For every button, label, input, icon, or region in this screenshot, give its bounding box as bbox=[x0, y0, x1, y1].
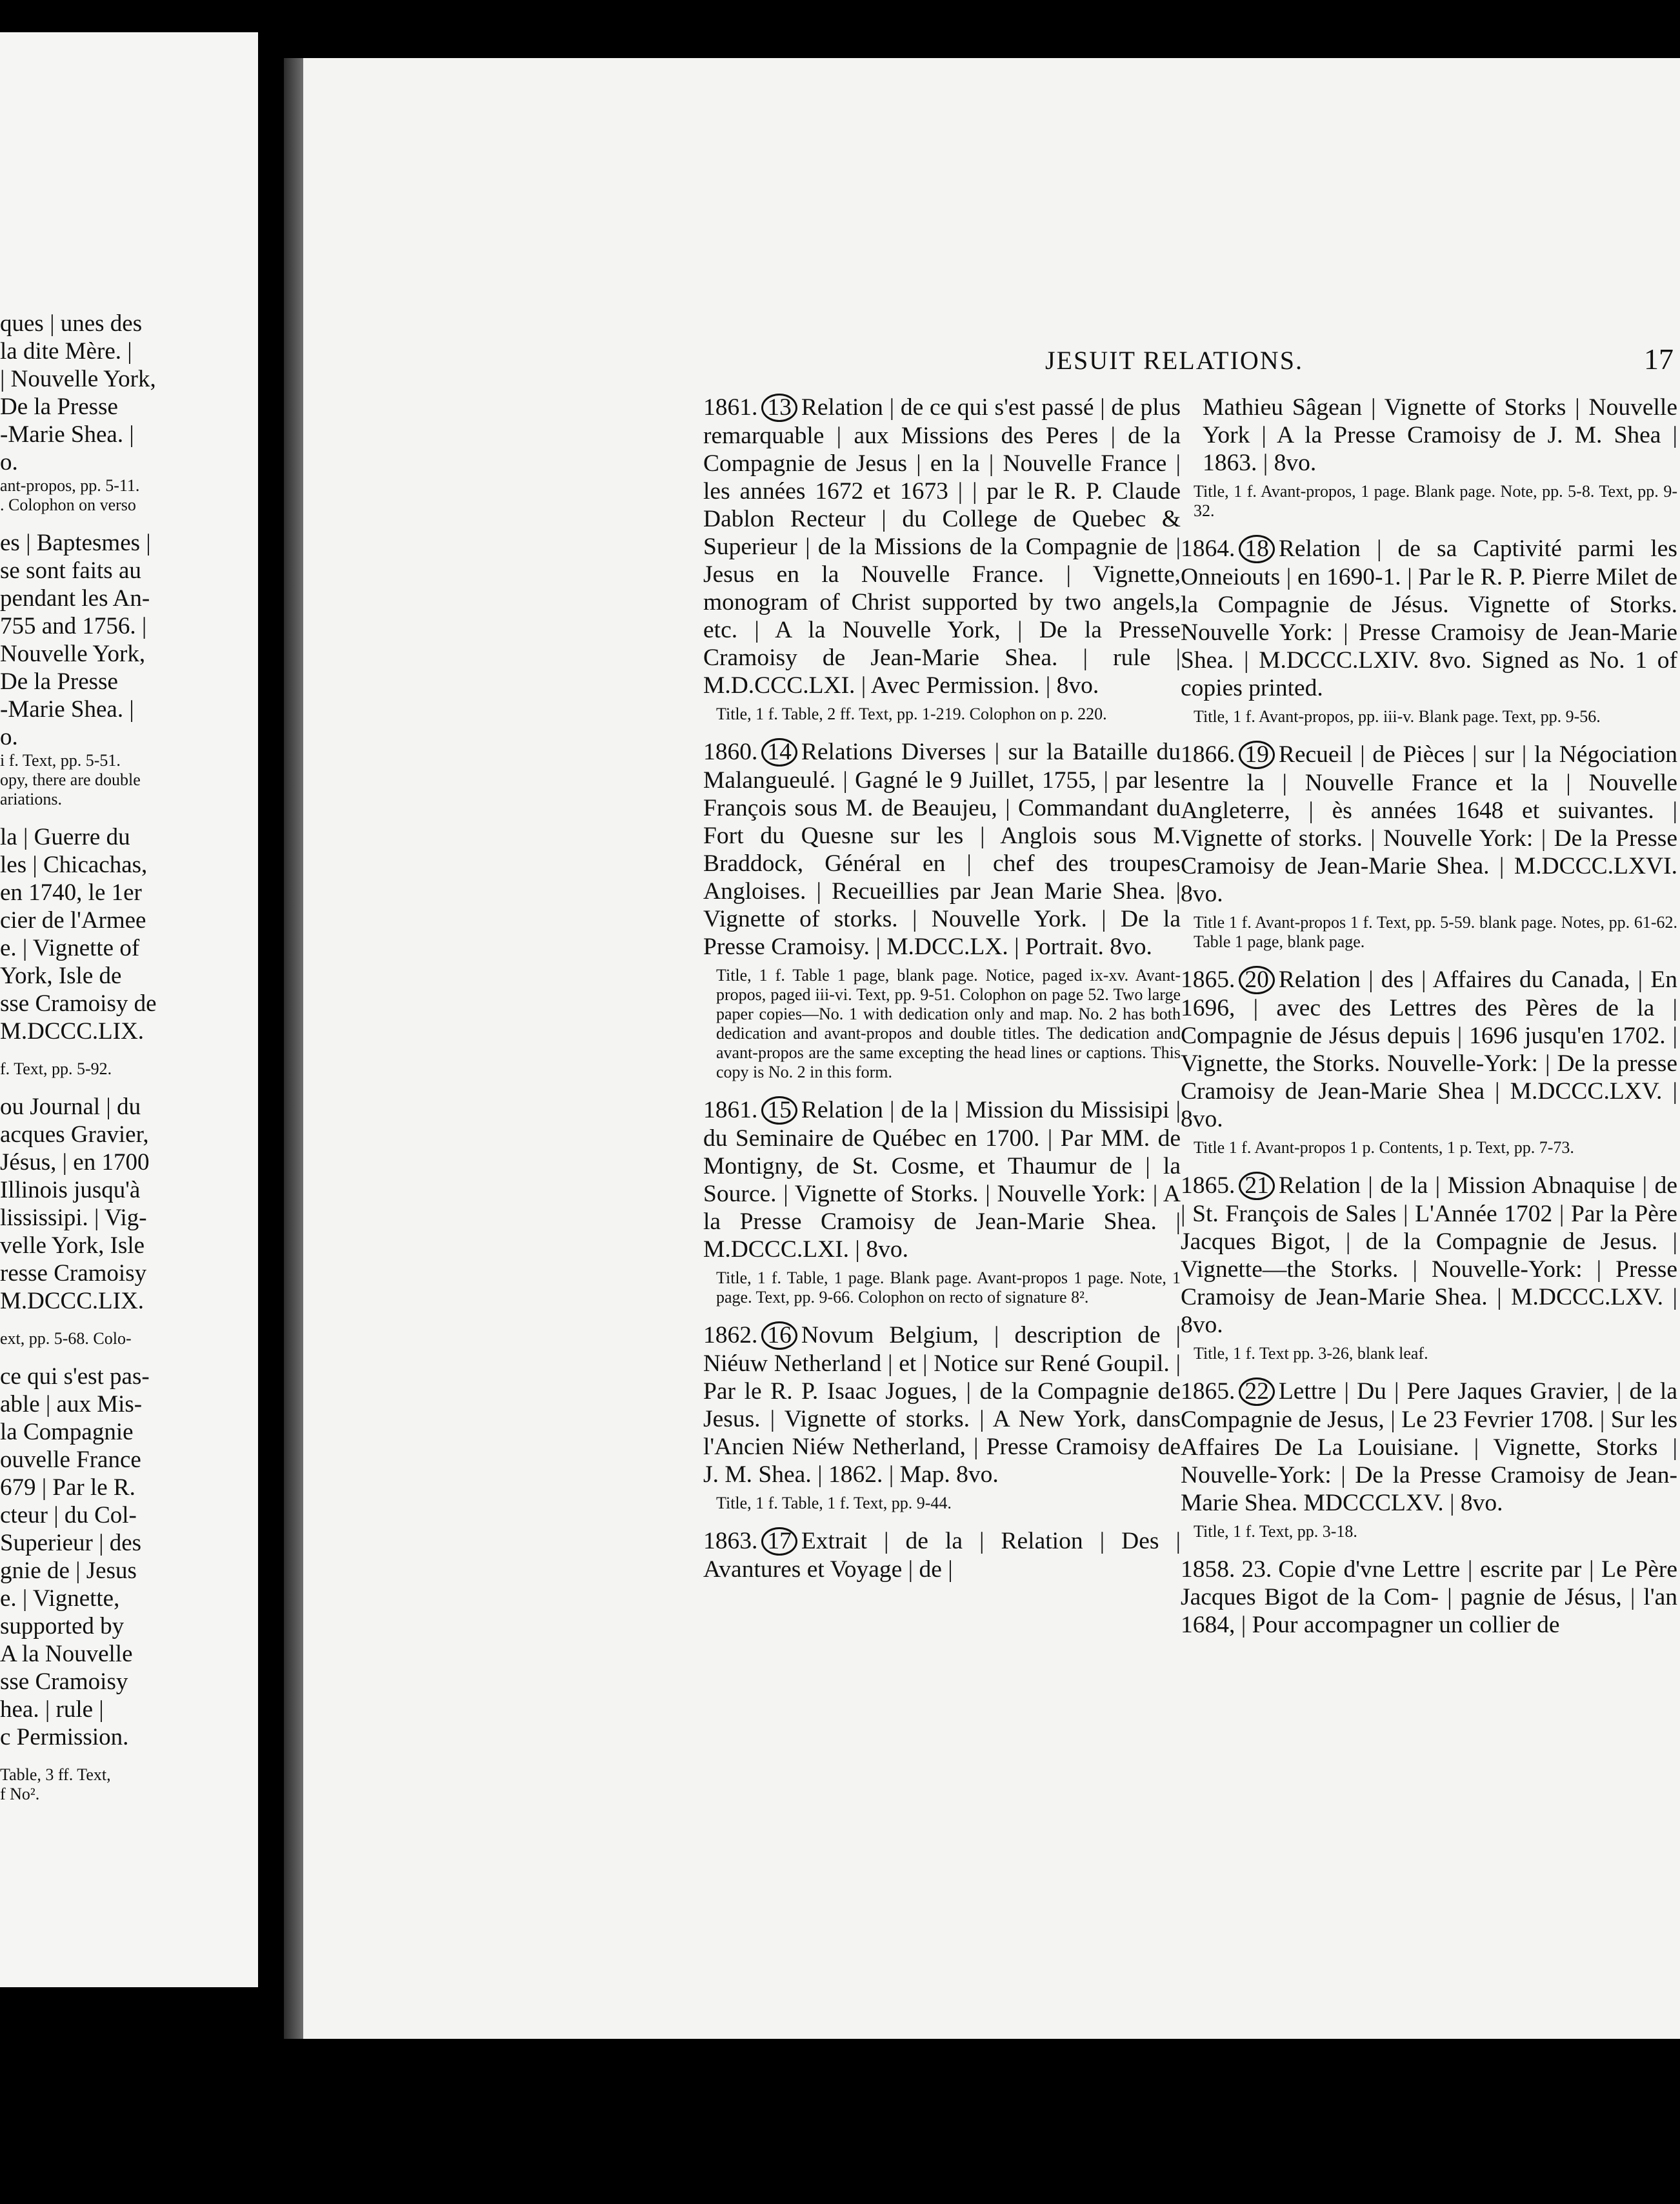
entry-number: 20 bbox=[1239, 966, 1275, 994]
collation-note: Title, 1 f. Table 1 page, blank page. Notice, paged ix-xv. Avant-propos, paged iii-vi. Text, pp. 9-51. Colophon on page 52. Two large paper copies—No. 1 with dedication only and map. No. 2 has both dedication and avant-propos and double titles. The dedication and avant-propos are the same excepting the head lines or captions. This copy is No. 2 in this form. bbox=[716, 966, 1181, 1081]
entry-year: 1863. bbox=[703, 1528, 758, 1554]
text-line-fragment: | Nouvelle York, bbox=[0, 366, 156, 392]
text-line-fragment: Jésus, | en 1700 bbox=[0, 1149, 150, 1176]
collation-note-fragment: opy, there are double bbox=[0, 770, 141, 789]
entry-year: 1865. bbox=[1181, 1172, 1235, 1199]
text-line-fragment: gnie de | Jesus bbox=[0, 1558, 137, 1584]
entry-number: 18 bbox=[1239, 535, 1275, 563]
entry-text bbox=[1181, 741, 1677, 908]
bibliography-entry bbox=[703, 1321, 1181, 1513]
collation-note: Title 1 f. Avant-propos 1 f. Text, pp. 5-59. blank page. Notes, pp. 61-62. Table 1 page, blank page. bbox=[1194, 913, 1677, 951]
spacer bbox=[0, 515, 200, 529]
text-line-fragment: ouvelle France bbox=[0, 1447, 141, 1473]
text-line-fragment: la | Guerre du bbox=[0, 824, 130, 850]
entry-number: 19 bbox=[1239, 741, 1275, 769]
bibliography-entry bbox=[1181, 966, 1677, 1157]
text-line-fragment: es | Baptesmes | bbox=[0, 530, 151, 556]
bibliography-entry bbox=[1181, 1378, 1677, 1541]
text-line-fragment: -Marie Shea. | bbox=[0, 696, 134, 723]
text-line-fragment: lississipi. | Vig- bbox=[0, 1205, 147, 1231]
entry-description: Novum Belgium, | description de | Niéuw Netherland | et | Notice sur René Goupil. | Par le R. P. Isaac Jogues, | de la Compagnie de Jesus. | Vignette of storks. | A New York, dans l'Ancien Niéw Netherland, | Presse Cramoisy de J. M. Shea. | 1862. | Map. 8vo. bbox=[703, 1322, 1181, 1488]
text-line-fragment: resse Cramoisy bbox=[0, 1260, 147, 1287]
text-line-fragment: De la Presse bbox=[0, 394, 118, 420]
entry-year: 1858. bbox=[1181, 1556, 1235, 1583]
entry-text bbox=[703, 394, 1181, 699]
collation-note-fragment: Table, 3 ff. Text, bbox=[0, 1765, 111, 1784]
text-line-fragment: se sont faits au bbox=[0, 557, 141, 584]
entry-description: Relation | de ce qui s'est passé | de plus remarquable | aux Missions des Peres | de la Compagnie de Jesus | en la | Nouvelle France | les années 1672 et 1673 | | par le R. P. Claude Dablon Recteur | du College de Quebec & Superieur | de la Missions de la Compagnie de | Jesus en la Nouvelle France. | Vignette, monogram of Christ supported by two angels, etc. | A la Nouvelle York, | De la Presse Cramoisy de Jean-Marie Shea. | rule | M.D.CCC.LXI. | Avec Permission. | 8vo. bbox=[703, 394, 1181, 699]
facing-page-text bbox=[0, 310, 200, 1804]
entry-text bbox=[1181, 1172, 1677, 1339]
entry-text bbox=[1181, 966, 1677, 1133]
text-line-fragment: la dite Mère. | bbox=[0, 338, 132, 365]
text-line-fragment: c Permission. bbox=[0, 1724, 129, 1750]
bibliography-column-right bbox=[1181, 394, 1677, 1653]
collation-note-fragment: . Colophon on verso bbox=[0, 496, 136, 514]
text-line-fragment: en 1740, le 1er bbox=[0, 879, 142, 906]
entry-year: 1862. bbox=[703, 1322, 758, 1348]
text-line-fragment: Illinois jusqu'à bbox=[0, 1177, 141, 1203]
bibliography-entry bbox=[1181, 394, 1677, 521]
text-line-fragment: York, Isle de bbox=[0, 963, 122, 989]
spacer bbox=[0, 1751, 200, 1765]
bibliography-entry bbox=[1181, 741, 1677, 952]
text-line-fragment: 679 | Par le R. bbox=[0, 1474, 135, 1501]
entry-text bbox=[1181, 1378, 1677, 1517]
text-line-fragment: cteur | du Col- bbox=[0, 1502, 137, 1528]
text-line-fragment: supported by bbox=[0, 1613, 125, 1639]
collation-note-fragment: ext, pp. 5-68. Colo- bbox=[0, 1329, 132, 1348]
entry-description: Mathieu Sâgean | Vignette of Storks | Nouvelle York | A la Presse Cramoisy de J. M. Shea | 1863. | 8vo. bbox=[1203, 394, 1677, 476]
entry-description: Relation | de la | Mission Abnaquise | de | St. François de Sales | L'Année 1702 | Par la Père Jacques Bigot, | de la Compagnie de Jesus. | Vignette—the Storks. | Nouvelle-York: | Presse Cramoisy de Jean-Marie Shea. | M.DCCC.LXV. | 8vo. bbox=[1181, 1172, 1677, 1338]
spacer bbox=[0, 1315, 200, 1329]
entry-description: Recueil | de Pièces | sur | la Négociation entre la | Nouvelle France et la | Nouvelle Angleterre, | ès années 1648 et suivantes. | Vignette of storks. | Nouvelle York: | De la Presse Cramoisy de Jean-Marie Shea. | M.DCCC.LXVI. 8vo. bbox=[1181, 741, 1677, 907]
collation-note: Title, 1 f. Avant-propos, 1 page. Blank page. Note, pp. 5-8. Text, pp. 9-32. bbox=[1194, 482, 1677, 520]
bibliography-entry bbox=[703, 738, 1181, 1082]
text-line-fragment: velle York, Isle bbox=[0, 1232, 145, 1259]
text-line-fragment: acques Gravier, bbox=[0, 1121, 149, 1148]
entry-number: 17 bbox=[761, 1527, 797, 1556]
text-line-fragment: cier de l'Armee bbox=[0, 907, 146, 934]
collation-note: Title 1 f. Avant-propos 1 p. Contents, 1 p. Text, pp. 7-73. bbox=[1194, 1138, 1574, 1157]
text-line-fragment: la Compagnie bbox=[0, 1419, 134, 1445]
entry-year: 1864. bbox=[1181, 536, 1235, 562]
entry-description: Lettre | Du | Pere Jaques Gravier, | de la Compagnie de Jesus, | Le 23 Fevrier 1708. | Sur les Affaires De La Louisiane. | Vignette, Storks | Nouvelle-York: | De la Presse Cramoisy de Jean-Marie Shea. MDCCCLXV. | 8vo. bbox=[1181, 1378, 1677, 1516]
bibliography-entry bbox=[1181, 535, 1677, 726]
page-17 bbox=[303, 58, 1680, 2039]
entry-description: Relation | de sa Captivité parmi les Onneiouts | en 1690-1. | Par le R. P. Pierre Milet de la Compagnie de Jésus. Vignette of Storks. Nouvelle York: | Presse Cramoisy de Jean-Marie Shea. | M.DCCC.LXIV. 8vo. Signed as No. 1 of copies printed. bbox=[1181, 536, 1677, 701]
entry-number: 16 bbox=[761, 1321, 797, 1350]
text-line-fragment: De la Presse bbox=[0, 668, 118, 695]
text-line-fragment: 755 and 1756. | bbox=[0, 613, 147, 639]
text-line-fragment: ques | unes des bbox=[0, 310, 143, 337]
text-line-fragment: sse Cramoisy de bbox=[0, 990, 157, 1017]
scan-border bbox=[303, 2039, 1680, 2204]
spacer bbox=[0, 1348, 200, 1363]
bibliography-entry bbox=[1181, 1172, 1677, 1363]
running-head: JESUIT RELATIONS. bbox=[1045, 346, 1303, 375]
collation-note-fragment: ariations. bbox=[0, 790, 63, 808]
spacer bbox=[0, 1045, 200, 1059]
collation-note: Title, 1 f. Table, 1 page. Blank page. Avant-propos 1 page. Note, 1 page. Text, pp. 9-66. Colophon on recto of signature 8². bbox=[716, 1268, 1181, 1307]
spacer bbox=[0, 809, 200, 823]
entry-description: Relation | de la | Mission du Missisipi | du Seminaire de Québec en 1700. | Par MM. de Montigny, de St. Cosme, et Thaumur de | la Source. | Vignette of Storks. | Nouvelle York: | A la Presse Cramoisy de Jean-Marie Shea. | M.DCCC.LXI. | 8vo. bbox=[703, 1097, 1181, 1263]
bibliography-entry bbox=[703, 1096, 1181, 1307]
entry-description: Relation | des | Affaires du Canada, | En 1696, | avec des Lettres des Pères de la | Compagnie de Jésus depuis | 1696 jusqu'en 1702. | Vignette, the Storks. Nouvelle-York: | De la presse Cramoisy de Jean-Marie Shea | M.DCCC.LXV. | 8vo. bbox=[1181, 967, 1677, 1132]
entry-text bbox=[703, 1321, 1181, 1488]
bibliography-entry bbox=[703, 394, 1181, 724]
spacer bbox=[0, 1079, 200, 1093]
bibliography-entry bbox=[703, 1527, 1181, 1583]
entry-description: Extrait | de la | Relation | Des | Avantures et Voyage | de | bbox=[703, 1528, 1181, 1583]
entry-year: 1861. bbox=[703, 394, 758, 421]
entry-number: 21 bbox=[1239, 1172, 1275, 1200]
entry-year: 1865. bbox=[1181, 1378, 1235, 1405]
entry-text bbox=[703, 1096, 1181, 1263]
collation-note-fragment: i f. Text, pp. 5-51. bbox=[0, 751, 121, 770]
collation-note-fragment: f. Text, pp. 5-92. bbox=[0, 1059, 112, 1078]
entry-text bbox=[703, 1527, 1181, 1583]
entry-text bbox=[1181, 394, 1677, 477]
text-line-fragment: hea. | rule | bbox=[0, 1696, 104, 1723]
text-line-fragment: ou Journal | du bbox=[0, 1094, 141, 1120]
entry-number: 13 bbox=[761, 394, 797, 422]
text-line-fragment: o. bbox=[0, 449, 18, 476]
collation-note-fragment: ant-propos, pp. 5-11. bbox=[0, 476, 140, 495]
text-line-fragment: sse Cramoisy bbox=[0, 1668, 128, 1695]
bibliography-entry bbox=[1181, 1556, 1677, 1639]
text-line-fragment: M.DCCC.LIX. bbox=[0, 1288, 145, 1314]
collation-note: Title, 1 f. Table, 2 ff. Text, pp. 1-219. Colophon on p. 220. bbox=[716, 705, 1107, 723]
bibliography-column-left bbox=[703, 394, 1181, 1598]
collation-note: Title, 1 f. Text, pp. 3-18. bbox=[1194, 1522, 1357, 1541]
text-line-fragment: M.DCCC.LIX. bbox=[0, 1018, 145, 1045]
entry-number: 14 bbox=[761, 738, 797, 766]
collation-note-fragment: f No². bbox=[0, 1785, 40, 1803]
text-line-fragment: o. bbox=[0, 724, 18, 750]
text-line-fragment: pendant les An- bbox=[0, 585, 150, 612]
text-line-fragment: ce qui s'est pas- bbox=[0, 1363, 150, 1390]
page-number: 17 bbox=[1644, 343, 1674, 376]
entry-year: 1866. bbox=[1181, 741, 1235, 768]
entry-description: Relations Diverses | sur la Bataille du Malangueulé. | Gagné le 9 Juillet, 1755, | par les François sous M. de Beaujeu, | Commandant du Fort du Quesne sur les | Anglois sous M. Braddock, Général en | chef des troupes Angloises. | Recueillies par Jean Marie Shea. | Vignette of storks. | Nouvelle York. | De la Presse Cramoisy. | M.DCC.LX. | Portrait. 8vo. bbox=[703, 739, 1181, 960]
entry-year: 1865. bbox=[1181, 967, 1235, 993]
entry-year: 1861. bbox=[703, 1097, 758, 1123]
collation-note: Title, 1 f. Avant-propos, pp. iii-v. Blank page. Text, pp. 9-56. bbox=[1194, 707, 1601, 726]
entry-number: 15 bbox=[761, 1096, 797, 1125]
entry-year: 1860. bbox=[703, 739, 758, 765]
text-line-fragment: e. | Vignette, bbox=[0, 1585, 120, 1612]
collation-note: Title, 1 f. Text pp. 3-26, blank leaf. bbox=[1194, 1344, 1428, 1363]
collation-note: Title, 1 f. Table, 1 f. Text, pp. 9-44. bbox=[716, 1494, 952, 1512]
text-line-fragment: les | Chicachas, bbox=[0, 852, 148, 878]
entry-text bbox=[1181, 535, 1677, 702]
text-line-fragment: -Marie Shea. | bbox=[0, 421, 134, 448]
entry-text bbox=[1181, 1556, 1677, 1639]
entry-description: Copie d'vne Lettre | escrite par | Le Père Jacques Bigot de la Com- | pagnie de Jésus, | l'an 1684, | Pour accompagner un collier de bbox=[1181, 1556, 1677, 1638]
text-line-fragment: A la Nouvelle bbox=[0, 1641, 133, 1667]
text-line-fragment: e. | Vignette of bbox=[0, 935, 140, 961]
entry-text bbox=[703, 738, 1181, 961]
text-line-fragment: Superieur | des bbox=[0, 1530, 142, 1556]
facing-page-fragment bbox=[0, 32, 258, 1987]
text-line-fragment: able | aux Mis- bbox=[0, 1391, 143, 1418]
entry-number: 22 bbox=[1239, 1378, 1275, 1406]
text-line-fragment: Nouvelle York, bbox=[0, 641, 146, 667]
entry-number: 23. bbox=[1241, 1556, 1272, 1583]
